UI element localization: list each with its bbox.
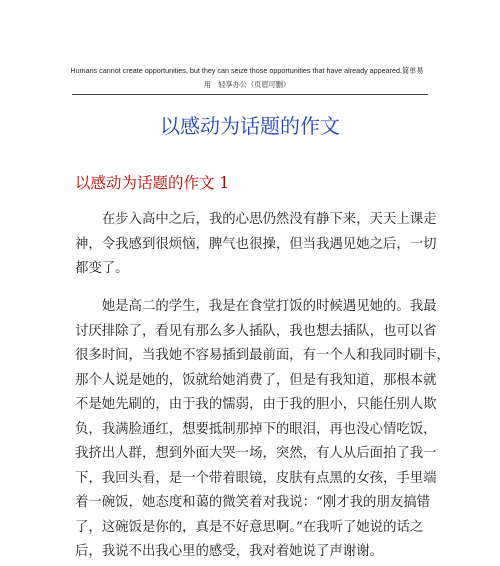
- document-title: 以感动为话题的作文: [160, 114, 340, 138]
- paragraph-1: [75, 208, 437, 282]
- header-line-1: [62, 64, 432, 78]
- page-header: [62, 64, 432, 92]
- paragraph-line: 那个人说是她的，饭就给她消费了，但是有我知道，那根本就: [75, 372, 437, 388]
- header-divider: [72, 94, 428, 95]
- paragraph-line: 后，我说不出我心里的感受，我对着她说了声谢谢。: [75, 544, 383, 559]
- paragraph-line: 着一碗饭，她态度和蔼的微笑着对我说：“刚才我的朋友搞错: [75, 495, 430, 510]
- header-english-text: Humans cannot create opportunities, but they can seize those opportunities that have already appeared.: [70, 66, 403, 75]
- header-cn-suffix: 简单易: [402, 66, 424, 75]
- paragraph-line: 都变了。: [75, 261, 129, 276]
- paragraph-line: 下，我回头看，是一个带着眼镜，皮肤有点黑的女孩，手里端: [75, 470, 437, 486]
- paragraph-line: 了，这碗饭是你的，真是不好意思啊。”在我听了她说的话之: [75, 519, 424, 535]
- paragraph-line: 神，令我感到很烦恼，脾气也很操，但当我遇见她之后，一切: [75, 236, 437, 252]
- paragraph-line: 在步入高中之后，我的心思仍然没有静下来，天天上课走: [75, 212, 437, 227]
- paragraph-line: 我挤出人群，想到外面大哭一场，突然，有人从后面拍了我一: [75, 446, 437, 461]
- section-title: 以感动为话题的作文 1: [75, 174, 230, 192]
- paragraph-line: 讨厌排除了，看见有那么多人插队，我也想去插队，也可以省: [75, 323, 437, 339]
- paragraph-2: [75, 295, 450, 565]
- paragraph-line: 负，我满脸通红，想要抵制那掉下的眼泪，再也没心情吃饭，: [75, 421, 437, 437]
- paragraph-line: 不是她先刷的，由于我的懦弱，由于我的胆小，只能任别人欺: [75, 397, 437, 412]
- header-line-2: 用 轻享办公（页眉可删）: [203, 80, 291, 89]
- paragraph-line: 很多时间，当我她不容易插到最前面，有一个人和我同时刷卡，: [75, 348, 450, 363]
- paragraph-line: 她是高二的学生，我是在食堂打饭的时候遇见她的。我最: [75, 299, 437, 314]
